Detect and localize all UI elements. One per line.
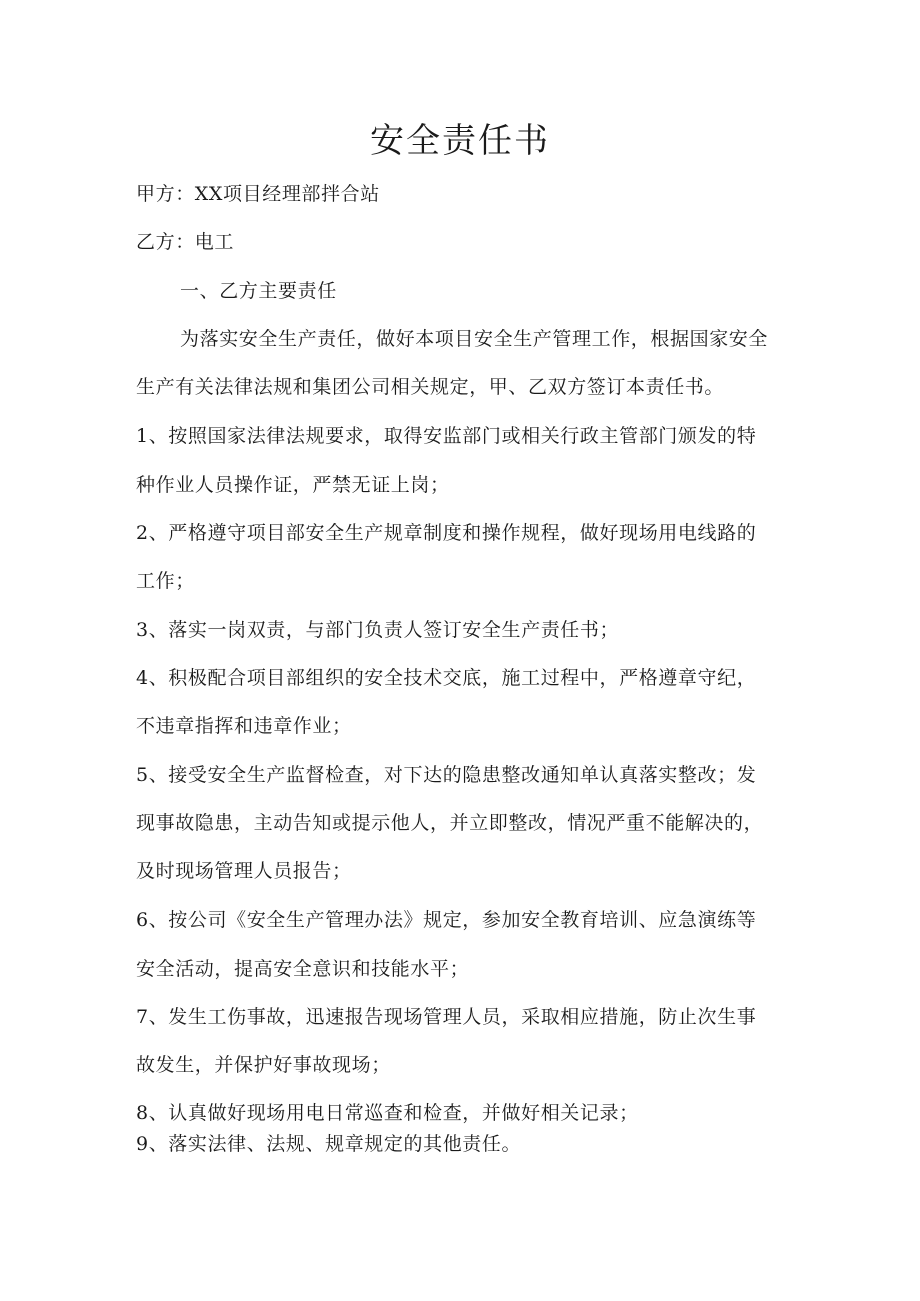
- item-9-line-1: 9、落实法律、法规、规章规定的其他责任。: [136, 1133, 522, 1155]
- item-2-line-2: 工作；: [136, 570, 195, 592]
- item-8-line-1: 8、认真做好现场用电日常巡查和检查，并做好相关记录；: [136, 1102, 639, 1124]
- party-b: 乙方：电工: [136, 231, 235, 253]
- item-6-line-2: 安全活动，提高安全意识和技能水平；: [136, 958, 470, 980]
- item-6-line-1: 6、按公司《安全生产管理办法》规定，参加安全教育培训、应急演练等: [136, 909, 757, 931]
- item-1-line-2: 种作业人员操作证，严禁无证上岗；: [136, 474, 450, 496]
- item-1-line-1: 1、按照国家法律法规要求，取得安监部门或相关行政主管部门颁发的特: [136, 425, 757, 447]
- item-4-line-2: 不违章指挥和违章作业；: [136, 715, 352, 737]
- item-4-line-1: 4、积极配合项目部组织的安全技术交底，施工过程中，严格遵章守纪，: [136, 667, 757, 689]
- party-a: 甲方：XX项目经理部拌合站: [136, 183, 380, 205]
- item-7-line-2: 故发生，并保护好事故现场；: [136, 1054, 391, 1076]
- section-heading: 一、乙方主要责任: [180, 280, 337, 302]
- document-title: 安全责任书: [370, 121, 550, 161]
- item-5-line-3: 及时现场管理人员报告；: [136, 860, 352, 882]
- item-5-line-1: 5、接受安全生产监督检查，对下达的隐患整改通知单认真落实整改；发: [136, 764, 757, 786]
- item-5-line-2: 现事故隐患，主动告知或提示他人，并立即整改，情况严重不能解决的，: [136, 812, 764, 834]
- intro-paragraph-line: 为落实安全生产责任，做好本项目安全生产管理工作，根据国家安全: [180, 328, 769, 350]
- intro-paragraph-line: 生产有关法律法规和集团公司相关规定，甲、乙双方签订本责任书。: [136, 376, 725, 398]
- item-2-line-1: 2、严格遵守项目部安全生产规章制度和操作规程，做好现场用电线路的: [136, 522, 757, 544]
- item-3-line-1: 3、落实一岗双责，与部门负责人签订安全生产责任书；: [136, 619, 620, 641]
- item-7-line-1: 7、发生工伤事故，迅速报告现场管理人员，采取相应措施，防止次生事: [136, 1006, 757, 1028]
